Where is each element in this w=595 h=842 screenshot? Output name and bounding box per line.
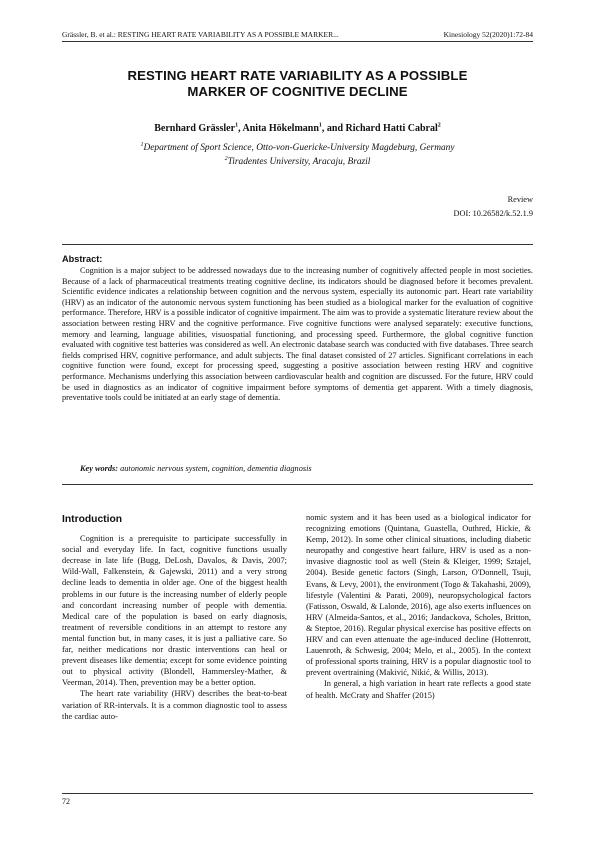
page-number: 72	[62, 797, 70, 806]
author-1: Bernhard Grässler	[154, 123, 236, 134]
column-left	[62, 512, 287, 722]
affiliation-1	[62, 143, 533, 153]
affiliation-2	[62, 157, 533, 167]
abstract-heading: Abstract:	[62, 254, 103, 264]
abstract-bottom-divider	[62, 484, 533, 485]
abstract-text: Cognition is a major subject to be addressed nowadays due to the increasing number of cognitively affected people in most societies. Because of a lack of pharmaceutical treatments treating cognitive decline, its indicators should be diagnosed before it becomes prevalent. Scientific evidence indicates a relationship between cognition and the nervous system, especially its autonomic part. Heart rate variability (HRV) as an indicator of the autonomic nervous system functioning has been studied as a biological marker for the evaluation of cognitive performance. Therefore, HRV is a possible indicator of cognitive impairment. The aim was to provide a systematic literature review about the association between resting HRV and the cognitive performance. Five cognitive functions were analysed separately: executive functions, memory and learning, language abilities, visuospatial functioning, and processing speed. Furthermore, the global cognitive function evaluated with cognitive test batteries was considered as well. An electronic database search was conducted with five databases. Three search fields comprised HRV, cognitive performance, and adult subjects. The final dataset consisted of 27 articles. Significant correlations in each cognitive function were found, except for processing speed, suggesting a positive association between resting HRV and cognitive performance. Mechanisms underlying this association between cardiovascular health and cognition are discussed. For the future, HRV could be used in diagnostics as an indicator of cognitive impairment before symptoms of dementia get apparent. With a timely diagnosis, preventative tools could be initiated at an early stage of dementia.	[62, 266, 533, 403]
author-conjunction: , and	[321, 123, 346, 134]
running-header-authors: Grässler, B. et al.: RESTING HEART RATE VARIABILITY AS A POSSIBLE MARKER...	[62, 30, 339, 39]
running-header	[62, 30, 533, 39]
header-divider	[62, 41, 533, 42]
introduction-paragraph-2-continued: nomic system and it has been used as a biological indicator for recognizing emotions (Quintana, Guastella, Outhred, Hickie, & Kemp, 2012). In some other clinical situations, including diabetic neuropathy and congestive heart failure, HRV is used as a non-invasive diagnostic tool as well (Stein & Kleiger, 1999; Sztajel, 2004). Beside genetic factors (Singh, Larson, O'Donnell, Tsuji, Evans, & Levy, 2001), the environment (Togo & Takahashi, 2009), lifestyle (Valentini & Parati, 2009), neuropsychological factors (Fatisson, Oswald, & Lalonde, 2016), age also exerts influences on HRV (Almeida-Santos, et al., 2016; Jandackova, Scholes, Britton, & Steptoe, 2016). Regular physical exercise has positive effects on HRV and can even attenuate the age-induced decline (Hottenrott, Lauenroth, & Schwesig, 2004; Melo, et al., 2005). In the context of professional sports training, HRV is a popular diagnostic tool to prevent overtraining (Makivić, Nikić, & Willis, 2013).	[306, 513, 531, 678]
author-1-affiliation-mark: 1	[235, 122, 239, 129]
doi-link[interactable]: DOI: 10.26582/k.52.1.9	[453, 209, 533, 218]
title-line-1: RESTING HEART RATE VARIABILITY AS A POSSIBLE	[127, 68, 468, 83]
author-3-affiliation-mark: 2	[437, 122, 441, 129]
running-header-journal: Kinesiology 52(2020)1:72-84	[443, 30, 533, 39]
introduction-paragraph-2: The heart rate variability (HRV) describes the beat-to-beat variation of RR-intervals. It is a common diagnostic tool to assess the cardiac auto-	[62, 689, 287, 721]
title-line-2: MARKER OF COGNITIVE DECLINE	[187, 84, 408, 99]
introduction-paragraph-3: In general, a high variation in heart rate reflects a good state of health. McCraty and Shaffer (2015)	[306, 679, 531, 700]
author-3: Richard Hatti Cabral	[345, 123, 438, 134]
footer-divider	[62, 793, 533, 794]
affiliation-2-text: Tiradentes University, Aracaju, Brazil	[227, 157, 371, 167]
author-list	[62, 123, 533, 134]
affiliation-2-mark: 2	[224, 155, 228, 162]
author-separator: ,	[238, 123, 243, 134]
introduction-heading: Introduction	[62, 514, 123, 525]
author-2-affiliation-mark: 1	[318, 122, 322, 129]
abstract-top-divider	[62, 244, 533, 245]
affiliation-1-text: Department of Sport Science, Otto-von-Guericke-University Magdeburg, Germany	[143, 143, 455, 153]
keywords-label: Key words:	[80, 464, 119, 473]
introduction-paragraph-1: Cognition is a prerequisite to participate successfully in social and everyday life. In fact, cognitive functions usually decrease in late life (Bugg, DeLosh, Davalos, & Davis, 2007; Wild-Wall, Falkenstein, & Gajewski, 2011) and a very strong decline leads to dementia in older age. One of the biggest health problems in our future is the increasing number of elderly people and concordant increasing number of people with dementia. Medical care of the population is based on early diagnosis, treatment of reversible conditions in an attempt to restore any mental function but, in many cases, it is just a palliative care. So far, neither medications nor drastic interventions can heal or prevent diseases like dementia; except for some evidence pointing out to physical activity (Blondell, Hammersley-Mather, & Veerman, 2014). Then, prevention may be a better option.	[62, 534, 287, 688]
author-2: Anita Hökelmann	[242, 123, 319, 134]
affiliation-1-mark: 1	[140, 141, 144, 148]
column-right	[306, 512, 531, 701]
article-title	[62, 68, 533, 100]
keywords-list: autonomic nervous system, cognition, dementia diagnosis	[118, 464, 312, 473]
article-type: Review	[507, 195, 533, 204]
keywords	[80, 464, 533, 473]
